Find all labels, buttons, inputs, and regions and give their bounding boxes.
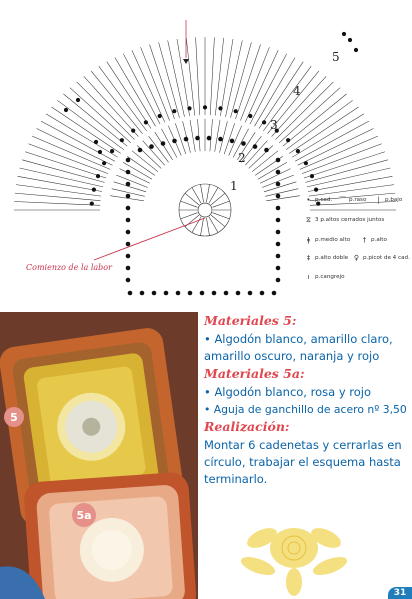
stitch-mark xyxy=(266,196,300,201)
top-arrow-icon xyxy=(183,59,189,64)
chain-dot xyxy=(138,148,143,153)
stitch-mark xyxy=(206,218,209,236)
legend-item xyxy=(304,197,332,204)
stitch-mark xyxy=(206,184,209,202)
stitch-mark xyxy=(260,169,290,184)
stitch-mark xyxy=(120,169,150,184)
stitch-mark xyxy=(57,100,124,149)
chain-dot xyxy=(304,161,308,165)
double-icon: † xyxy=(362,236,367,244)
chain-dot xyxy=(184,137,189,142)
legend-label: p.medio alto xyxy=(315,237,351,243)
legend-label: p.picot de 4 cad. xyxy=(363,255,410,261)
chain-dot xyxy=(64,108,68,112)
chain-dot xyxy=(248,291,253,296)
chain-dot xyxy=(98,150,102,154)
chain-dot xyxy=(158,114,162,118)
materials-5-line: • Algodón blanco, amarillo claro, xyxy=(204,332,393,346)
chain-dot xyxy=(140,291,145,296)
stitch-mark xyxy=(210,37,214,115)
chain-dot xyxy=(195,136,200,141)
chain-dot xyxy=(286,138,290,142)
chain-dot xyxy=(212,291,217,296)
round-number-3: 3 xyxy=(270,118,278,132)
stitch-mark xyxy=(123,54,160,124)
legend-label: p.cad. xyxy=(315,197,333,203)
instructions-column xyxy=(204,313,410,488)
chain-dot xyxy=(200,291,205,296)
stitch-mark xyxy=(300,136,378,169)
chain-dot xyxy=(149,144,154,149)
stitch-mark xyxy=(211,193,225,205)
realization-heading: Realización: xyxy=(204,419,290,434)
crab-icon: ı xyxy=(307,273,310,281)
stitch-mark xyxy=(91,71,142,134)
chain-dot xyxy=(131,129,135,133)
realization-line: círculo, trabajar el esquema hasta xyxy=(204,455,401,469)
chain-dot xyxy=(126,278,131,283)
stitch-mark xyxy=(192,217,201,233)
chain-dot xyxy=(310,174,314,178)
materials-5-heading: Materiales 5: xyxy=(204,313,297,328)
chain-dot xyxy=(264,148,269,153)
chain-dot xyxy=(126,218,131,223)
round-number-4: 4 xyxy=(293,84,301,98)
stitch-mark xyxy=(28,144,108,174)
chain-dot xyxy=(276,158,281,163)
chain-dot xyxy=(276,182,281,187)
round-number-1: 1 xyxy=(230,179,238,193)
stitch-mark xyxy=(185,193,199,205)
chain-dot xyxy=(314,188,318,192)
chain-dot xyxy=(161,141,166,146)
realization-line: Montar 6 cadenetas y cerrarlas en xyxy=(204,438,402,452)
chain-dot xyxy=(126,266,131,271)
stitch-mark xyxy=(84,76,139,136)
chain-dot xyxy=(276,206,281,211)
stitch-mark xyxy=(250,54,287,124)
stitch-mark xyxy=(52,107,121,153)
stitch-mark xyxy=(279,88,340,143)
chain-dot xyxy=(126,230,131,235)
chain-dot xyxy=(94,140,98,144)
start-pointer-line xyxy=(94,218,205,260)
chain-dot xyxy=(152,291,157,296)
chain-dot xyxy=(172,109,176,113)
center-ring xyxy=(179,184,231,236)
chain-dot xyxy=(224,291,229,296)
chain-dot xyxy=(234,109,238,113)
legend-label: p.bajo xyxy=(385,197,403,203)
legend-item xyxy=(304,274,345,281)
chain-dot xyxy=(126,242,131,247)
materials-5a-line: • Algodón blanco, rosa y rojo xyxy=(204,385,372,399)
materials-5-line: amarillo oscuro, naranja y rojo xyxy=(204,349,380,363)
stitch-mark xyxy=(14,202,100,206)
chain-dot xyxy=(276,278,281,283)
legend-label: p.cangrejo xyxy=(315,274,345,280)
stitch-mark xyxy=(116,175,147,187)
realization-line: terminarlo. xyxy=(204,472,268,486)
chain-dot xyxy=(187,106,191,110)
square-5a xyxy=(23,471,197,599)
stitch-mark xyxy=(302,144,382,174)
chain-dot xyxy=(241,141,246,146)
chain-dot xyxy=(203,105,207,109)
chain-dot xyxy=(126,206,131,211)
chain-dot xyxy=(276,254,281,259)
rose-ornament xyxy=(232,508,354,598)
stitch-mark xyxy=(286,100,353,149)
treble-icon: ‡ xyxy=(306,254,311,262)
chain-dot xyxy=(342,32,346,36)
page-number: 31 xyxy=(388,587,412,599)
chain-dot xyxy=(90,202,94,206)
chain-dot xyxy=(354,48,358,52)
center-ring-circle xyxy=(198,203,212,217)
chain-dot xyxy=(230,139,235,144)
chain-dot xyxy=(164,291,169,296)
chain-dot xyxy=(260,291,265,296)
chain-dot xyxy=(102,161,106,165)
stitch-mark xyxy=(304,152,385,178)
stitch-mark xyxy=(210,119,213,151)
legend-item xyxy=(304,217,384,224)
chain-dot xyxy=(144,120,148,124)
stitch-mark xyxy=(70,88,131,143)
chain-dot xyxy=(96,174,100,178)
stitch-mark xyxy=(196,37,200,115)
chain-dot xyxy=(76,98,80,102)
start-caption: Comienzo de la labor xyxy=(26,263,112,272)
legend-label: 3 p.altos cerrados juntos xyxy=(315,217,385,223)
chain-dot xyxy=(276,230,281,235)
stitch-mark xyxy=(289,107,358,153)
chain-dot xyxy=(218,106,222,110)
legend-label: p.alto doble xyxy=(315,255,349,261)
stitch-mark xyxy=(209,217,218,233)
materials-5a-line: • Aguja de ganchillo de acero nº 3,50 xyxy=(204,403,407,416)
stitch-mark xyxy=(236,45,261,120)
stitch-mark xyxy=(25,152,106,178)
stitch-mark xyxy=(132,50,165,122)
stitch-mark xyxy=(240,47,269,120)
badge-5a: 5a xyxy=(76,509,92,522)
half-double-icon: ǂ xyxy=(306,236,311,244)
chain-dot xyxy=(176,291,181,296)
stitch-mark xyxy=(213,201,230,207)
chain-dot xyxy=(348,38,352,42)
legend-item xyxy=(352,255,410,262)
picot-icon: ♀ xyxy=(353,254,360,262)
stitch-mark xyxy=(181,201,198,207)
legend-item xyxy=(338,197,366,204)
chain-dot xyxy=(126,254,131,259)
stitch-mark xyxy=(150,45,175,120)
chain-dot xyxy=(120,138,124,142)
chain-dot xyxy=(248,114,252,118)
chain-dot xyxy=(110,149,114,153)
chain-dot xyxy=(207,136,212,141)
chain-dot xyxy=(126,182,131,187)
arc-icon: ⌒ xyxy=(339,196,346,204)
chain-dot xyxy=(262,120,266,124)
chain-dot xyxy=(236,291,241,296)
stitch-mark xyxy=(215,120,220,152)
legend-item xyxy=(374,197,402,204)
round-number-2: 2 xyxy=(238,151,246,165)
stitch-mark xyxy=(201,184,204,202)
chain-dot xyxy=(276,242,281,247)
legend-label: p.raso xyxy=(349,197,367,203)
chain-dot xyxy=(272,291,277,296)
chain-dot xyxy=(92,188,96,192)
chain-dot xyxy=(276,266,281,271)
chain-dot xyxy=(188,291,193,296)
crochet-squares-photo xyxy=(0,312,198,599)
stitch-mark xyxy=(99,66,147,131)
legend-item xyxy=(360,237,387,244)
chain-dot xyxy=(253,144,258,149)
stitch-mark xyxy=(213,213,230,219)
bar-icon: | xyxy=(377,196,380,204)
stitch-mark xyxy=(192,188,201,204)
chain-dot xyxy=(126,158,131,163)
chain-dot xyxy=(128,291,133,296)
dot-icon: • xyxy=(306,196,311,204)
stitch-mark xyxy=(190,120,195,152)
legend-label: p.alto xyxy=(371,237,387,243)
chain-dot xyxy=(276,170,281,175)
legend-item xyxy=(304,237,350,244)
materials-5a-heading: Materiales 5a: xyxy=(204,366,305,381)
stitch-mark xyxy=(141,47,170,120)
stitch-mark xyxy=(209,188,218,204)
stitch-mark xyxy=(181,213,198,219)
stitch-mark xyxy=(201,218,204,236)
chain-dot xyxy=(276,194,281,199)
chain-dot xyxy=(218,137,223,142)
legend-item xyxy=(304,255,348,262)
cluster-icon: ⧖ xyxy=(306,216,311,224)
chain-dot xyxy=(126,170,131,175)
badge-5: 5 xyxy=(10,411,18,424)
stitch-mark xyxy=(211,215,225,227)
round-number-5: 5 xyxy=(332,50,340,64)
chain-dot xyxy=(276,218,281,223)
chain-dot xyxy=(296,149,300,153)
stitch-mark xyxy=(245,50,278,122)
stitch-mark xyxy=(198,119,201,151)
chain-dot xyxy=(172,139,177,144)
chain-dot xyxy=(126,194,131,199)
